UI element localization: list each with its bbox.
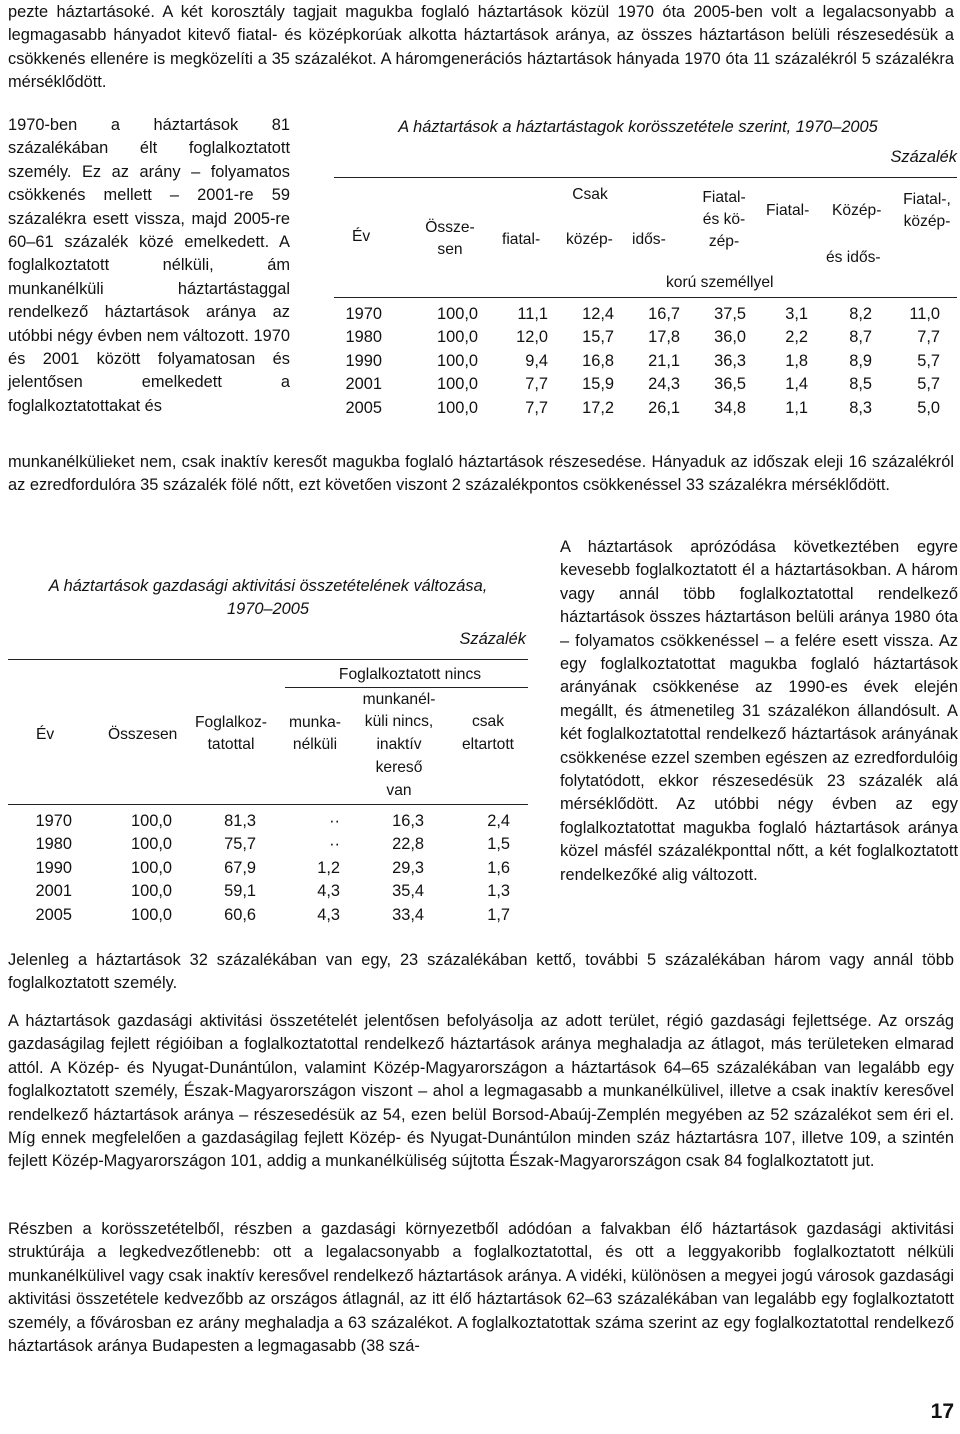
table1-value-cell: 17,8 xyxy=(648,328,680,347)
table1-value-cell: 5,7 xyxy=(917,351,940,370)
table2-header-munka-1: munka- xyxy=(289,714,341,731)
table1-value-cell: 17,2 xyxy=(582,398,614,417)
table1-header-idos: idős- xyxy=(632,231,666,248)
table2-caption-line1: A háztartások gazdasági aktivitási összetételének változása, xyxy=(48,577,488,595)
table2-year-cell: 2005 xyxy=(35,905,72,924)
regional-paragraph: A háztartások gazdasági aktivitási összetételét jelentősen befolyásolja az adott terület, régió gazdasági fejlettsége. Az ország gazdaságilag fejlett régióiban a foglalkoztatottal rendelkező háztartások aránya meghaladja az átlagot, más területeken elmarad attól. A Közép- és Nyugat-Dunántúlon, valamint Közép-Magyarországon a háztartások 64–65 százalékában van legalább egy foglalkoztatott személy, Észak-Magyarországon viszont – ahol a legmagasabb a munkanélkülivel, illetve a csak inaktív keresővel rendelkező háztartások aránya – részesedésük az 54, ezen belül Borsod-Abaúj-Zemplén megyében az 52 százalékot sem éri el. Míg ennek megfelelően a gazdaságilag fejlett Közép- és Nyugat-Dunántúlon minden száz háztartásra 107, illetve 109, a szintén fejlett Közép-Magyarországon 101, addig a munkanélküliség sújtotta Észak-Magyarországon csak 84 foglalkoztatott jut. xyxy=(8,1012,954,1171)
table2-value-cell: 59,1 xyxy=(224,882,256,901)
table1-value-cell: 1,1 xyxy=(785,398,808,417)
table1-value-cell: 100,0 xyxy=(436,398,478,417)
table2-header-mk-2: küli nincs, xyxy=(364,713,434,730)
table1-header-fiatal-b: Fiatal- xyxy=(766,202,810,219)
table1-value-cell: 15,7 xyxy=(582,328,614,347)
intro-paragraph: pezte háztartásoké. A két korosztály tagjait magukba foglaló háztartások közül 1970 óta 2005-ben volt a legalacsonyabb a legmagasabb hányadot kitevő fiatal- és középkorúak alkotta háztartások aránya, az összes háztartáson belüli részesedésük a csökkenés ellenére is megközelíti a 35 százalékot. A háromgenerációs háztartások hányada 1970 óta 11 százalékról 5 százalékra mérséklődött. xyxy=(8,3,954,92)
table1-year-cell: 1980 xyxy=(345,328,382,347)
table2-header-rule xyxy=(8,804,528,805)
table1-value-cell: 7,7 xyxy=(525,398,548,417)
table1-header-koru: korú személlyel xyxy=(666,274,774,291)
table2-year-cell: 2001 xyxy=(35,882,72,901)
table1-value-cell: 7,7 xyxy=(917,328,940,347)
table2-unit: Százalék xyxy=(459,630,526,648)
table1-value-cell: 36,3 xyxy=(714,351,746,370)
table1-header-kozep: közép- xyxy=(566,231,613,248)
table1-value-cell: 8,5 xyxy=(849,375,872,394)
table1-value-cell: 1,4 xyxy=(785,375,808,394)
table1-value-cell: 34,8 xyxy=(714,398,746,417)
table1-value-cell: 12,4 xyxy=(582,305,614,323)
table1-value-cell: 16,8 xyxy=(582,351,614,370)
table2-header-fogl-1: Foglalkoz- xyxy=(195,714,267,731)
table1-header-osszesen-2: sen xyxy=(437,241,463,258)
table2-value-cell: 1,3 xyxy=(487,882,510,901)
table1-unit: Százalék xyxy=(890,148,957,166)
table2-value-cell: 1,6 xyxy=(487,858,510,877)
table2-value-cell: 100,0 xyxy=(130,905,172,924)
table1-value-cell: 36,0 xyxy=(714,328,746,347)
employment-paragraph-continued: munkanélkülieket nem, csak inaktív keresőt magukba foglaló háztartások részesedése. Hányaduk az időszak eleji 16 százalékról az ezredfordulóra 35 százalék fölé nőtt, ezt követően viszont 2 százalékpontos csökkenéssel 33 százalékra mérséklődött. xyxy=(8,453,954,495)
households-fragment-continued: Jelenleg a háztartások 32 százalékában van egy, 23 százalékában kettő, további 5 százalékában három vagy annál több foglalkoztatott személy. xyxy=(8,951,954,993)
table1-header-fkc-2: közép- xyxy=(903,213,951,230)
table2-value-cell: 33,4 xyxy=(392,905,424,924)
table1-value-cell: 8,7 xyxy=(849,328,872,347)
table1-year-cell: 1970 xyxy=(345,305,382,323)
table2-year-cell: 1990 xyxy=(35,858,72,877)
table1-value-cell: 8,2 xyxy=(849,305,872,323)
table2-value-cell: 100,0 xyxy=(130,835,172,854)
table2-year-cell: 1980 xyxy=(35,835,72,854)
table1-header-ev: Év xyxy=(352,228,371,245)
table1-value-cell: 36,5 xyxy=(714,375,746,394)
table1-value-cell: 8,9 xyxy=(849,351,872,370)
table1-value-cell: 100,0 xyxy=(436,375,478,394)
table2-value-cell: 81,3 xyxy=(224,812,256,830)
table2-header-mk-5: van xyxy=(386,782,412,799)
table2-header-csak-2: eltartott xyxy=(461,736,514,753)
table1-header-kozep-b: Közép- xyxy=(832,202,882,219)
table1-value-cell: 9,4 xyxy=(525,351,548,370)
table1-value-cell: 3,1 xyxy=(785,305,808,323)
table1-caption: A háztartások a háztartástagok korösszetétele szerint, 1970–2005 xyxy=(398,118,878,136)
table1-value-cell: 11,0 xyxy=(909,305,940,323)
table2-header-mk-4: kereső xyxy=(375,759,423,776)
table2-year-cell: 1970 xyxy=(35,812,72,830)
table2-value-cell: 100,0 xyxy=(130,812,172,830)
table1-value-cell: 100,0 xyxy=(436,305,478,323)
table1-value-cell: 15,9 xyxy=(582,375,614,394)
table1-value-cell: 100,0 xyxy=(436,351,478,370)
table1-value-cell: 37,5 xyxy=(714,305,746,323)
table1-header-fiatal: fiatal- xyxy=(502,231,541,248)
table2-value-cell: 75,7 xyxy=(224,835,256,854)
table1-top-rule xyxy=(334,177,957,178)
table1-header-csak: Csak xyxy=(572,186,608,203)
table1-header-rule xyxy=(334,297,957,298)
table1-value-cell: 21,1 xyxy=(648,351,680,370)
table2-caption-line2: 1970–2005 xyxy=(226,600,310,618)
table2-value-cell: ·· xyxy=(329,835,340,854)
employment-paragraph-left: 1970-ben a háztartások 81 százalékában élt foglalkoztatott személy. Ez az arány – folyamatos csökkenés mellett – 2001-re 59 százalékra esett vissza, majd 2005-re 60–61 százalék közé emelkedett. A foglalkoztatott nélküli, ám munkanélküli háztartástaggal rendelkező háztartások aránya az utóbbi négy évben nem változott. 1970 és 2001 között folyamatosan és jelentősen emelkedett a foglalkoztatottakat és xyxy=(8,116,290,415)
table2-value-cell: 100,0 xyxy=(130,882,172,901)
table2-value-cell: 1,2 xyxy=(317,858,340,877)
table1-header-fk-1: Fiatal- xyxy=(702,189,746,206)
table2-value-cell: ·· xyxy=(329,812,340,830)
table2-header-osszesen: Összesen xyxy=(108,726,178,743)
table2-header-fogl-2: tatottal xyxy=(207,736,255,753)
table2-header-munka-2: nélküli xyxy=(292,736,338,753)
table2-value-cell: 4,3 xyxy=(317,905,340,924)
table1-value-cell: 2,2 xyxy=(785,328,808,347)
table1-value-cell: 100,0 xyxy=(436,328,478,347)
table1-value-cell: 11,1 xyxy=(517,305,548,323)
table1-value-cell: 1,8 xyxy=(785,351,808,370)
table2-value-cell: 4,3 xyxy=(317,882,340,901)
table2-value-cell: 16,3 xyxy=(392,812,424,830)
table2-header-csak-1: csak xyxy=(471,713,505,730)
table1-value-cell: 26,1 xyxy=(648,398,680,417)
table2-value-cell: 67,9 xyxy=(224,858,256,877)
table1-value-cell: 16,7 xyxy=(648,305,680,323)
table2-value-cell: 1,7 xyxy=(487,905,510,924)
table2-header-mk-3: inaktív xyxy=(376,736,422,753)
table1-header-fk-3: zép- xyxy=(708,233,740,250)
table2-value-cell: 2,4 xyxy=(487,812,510,830)
table1-header-fkc-1: Fiatal-, xyxy=(903,191,951,208)
table2-value-cell: 100,0 xyxy=(130,858,172,877)
villages-paragraph: Részben a korösszetételből, részben a gazdasági környezetből adódóan a falvakban élő háztartások gazdasági aktivitási struktúrája a legkedvezőtlenebb: ott a legalacsonyabb a foglalkoztatottal, és ott a leggyakoribb foglalkoztatott nélküli munkanélkülivel vagy csak inaktív keresővel rendelkező háztartások aránya. A vidéki, különösen a megyei jogú városok gazdasági aktivitási összetétele kedvezőbb az országos átlagnál, az itt élő háztartások 62–63 százalékában van legalább egy foglalkoztatott személy, a fővárosban ez arány meghaladja a 63 százalékot. A foglalkoztatottak száma szerint az egy foglalkoztatottal rendelkező háztartások aránya Budapesten a legmagasabb (38 szá- xyxy=(8,1220,954,1356)
table2-value-cell: 29,3 xyxy=(392,858,424,877)
table2-subheader-rule xyxy=(285,687,528,688)
table1-value-cell: 5,7 xyxy=(917,375,940,394)
table1-value-cell: 8,3 xyxy=(849,398,872,417)
table2-header-mk-1: munkanél- xyxy=(362,691,436,708)
table1-header-osszesen-1: Össze- xyxy=(425,219,475,236)
table2-value-cell: 60,6 xyxy=(224,905,256,924)
table1-value-cell: 7,7 xyxy=(525,375,548,394)
table1-header-fk-2: és kö- xyxy=(702,211,746,228)
page-number: 17 xyxy=(930,1400,954,1423)
table1-year-cell: 2001 xyxy=(345,375,382,394)
table1-value-cell: 5,0 xyxy=(917,398,940,417)
table1-year-cell: 2005 xyxy=(345,398,382,417)
table1-value-cell: 12,0 xyxy=(516,328,548,347)
table2-header-ev: Év xyxy=(36,726,55,743)
table2-top-rule xyxy=(8,659,528,660)
table1-year-cell: 1990 xyxy=(345,351,382,370)
table1-header-es-idos: és idős- xyxy=(826,249,881,266)
table2-value-cell: 35,4 xyxy=(392,882,424,901)
table1-value-cell: 24,3 xyxy=(648,375,680,394)
table2-value-cell: 22,8 xyxy=(392,835,424,854)
table2-header-nincs: Foglalkoztatott nincs xyxy=(338,666,482,683)
households-fragment-paragraph: A háztartások aprózódása következtében egyre kevesebb foglalkoztatott él a háztartásokban. A három vagy annál több foglalkoztatottal rendelkező háztartások összes háztartáson belüli aránya 1980 óta – folyamatos csökkenéssel – a felére esett vissza. Az egy foglalkoztatottat magukba foglaló háztartások arányának csökkenése az 1990-es évek elején megállt, és átmenetileg 31 százalékon állandósult. A két foglalkoztatottal rendelkező háztartások arányának csökkenése ezzel szemben egészen az ezredfordulóig folytatódott, ekkor részesedésük 23 százalék alá mérséklődött. Az utóbbi négy évben az egy foglalkoztatottat magukba foglaló háztartások aránya közel másfél százalékponttal nőtt, a két foglalkoztatott rendelkezőké alig változott. xyxy=(560,538,958,884)
table2-value-cell: 1,5 xyxy=(487,835,510,854)
